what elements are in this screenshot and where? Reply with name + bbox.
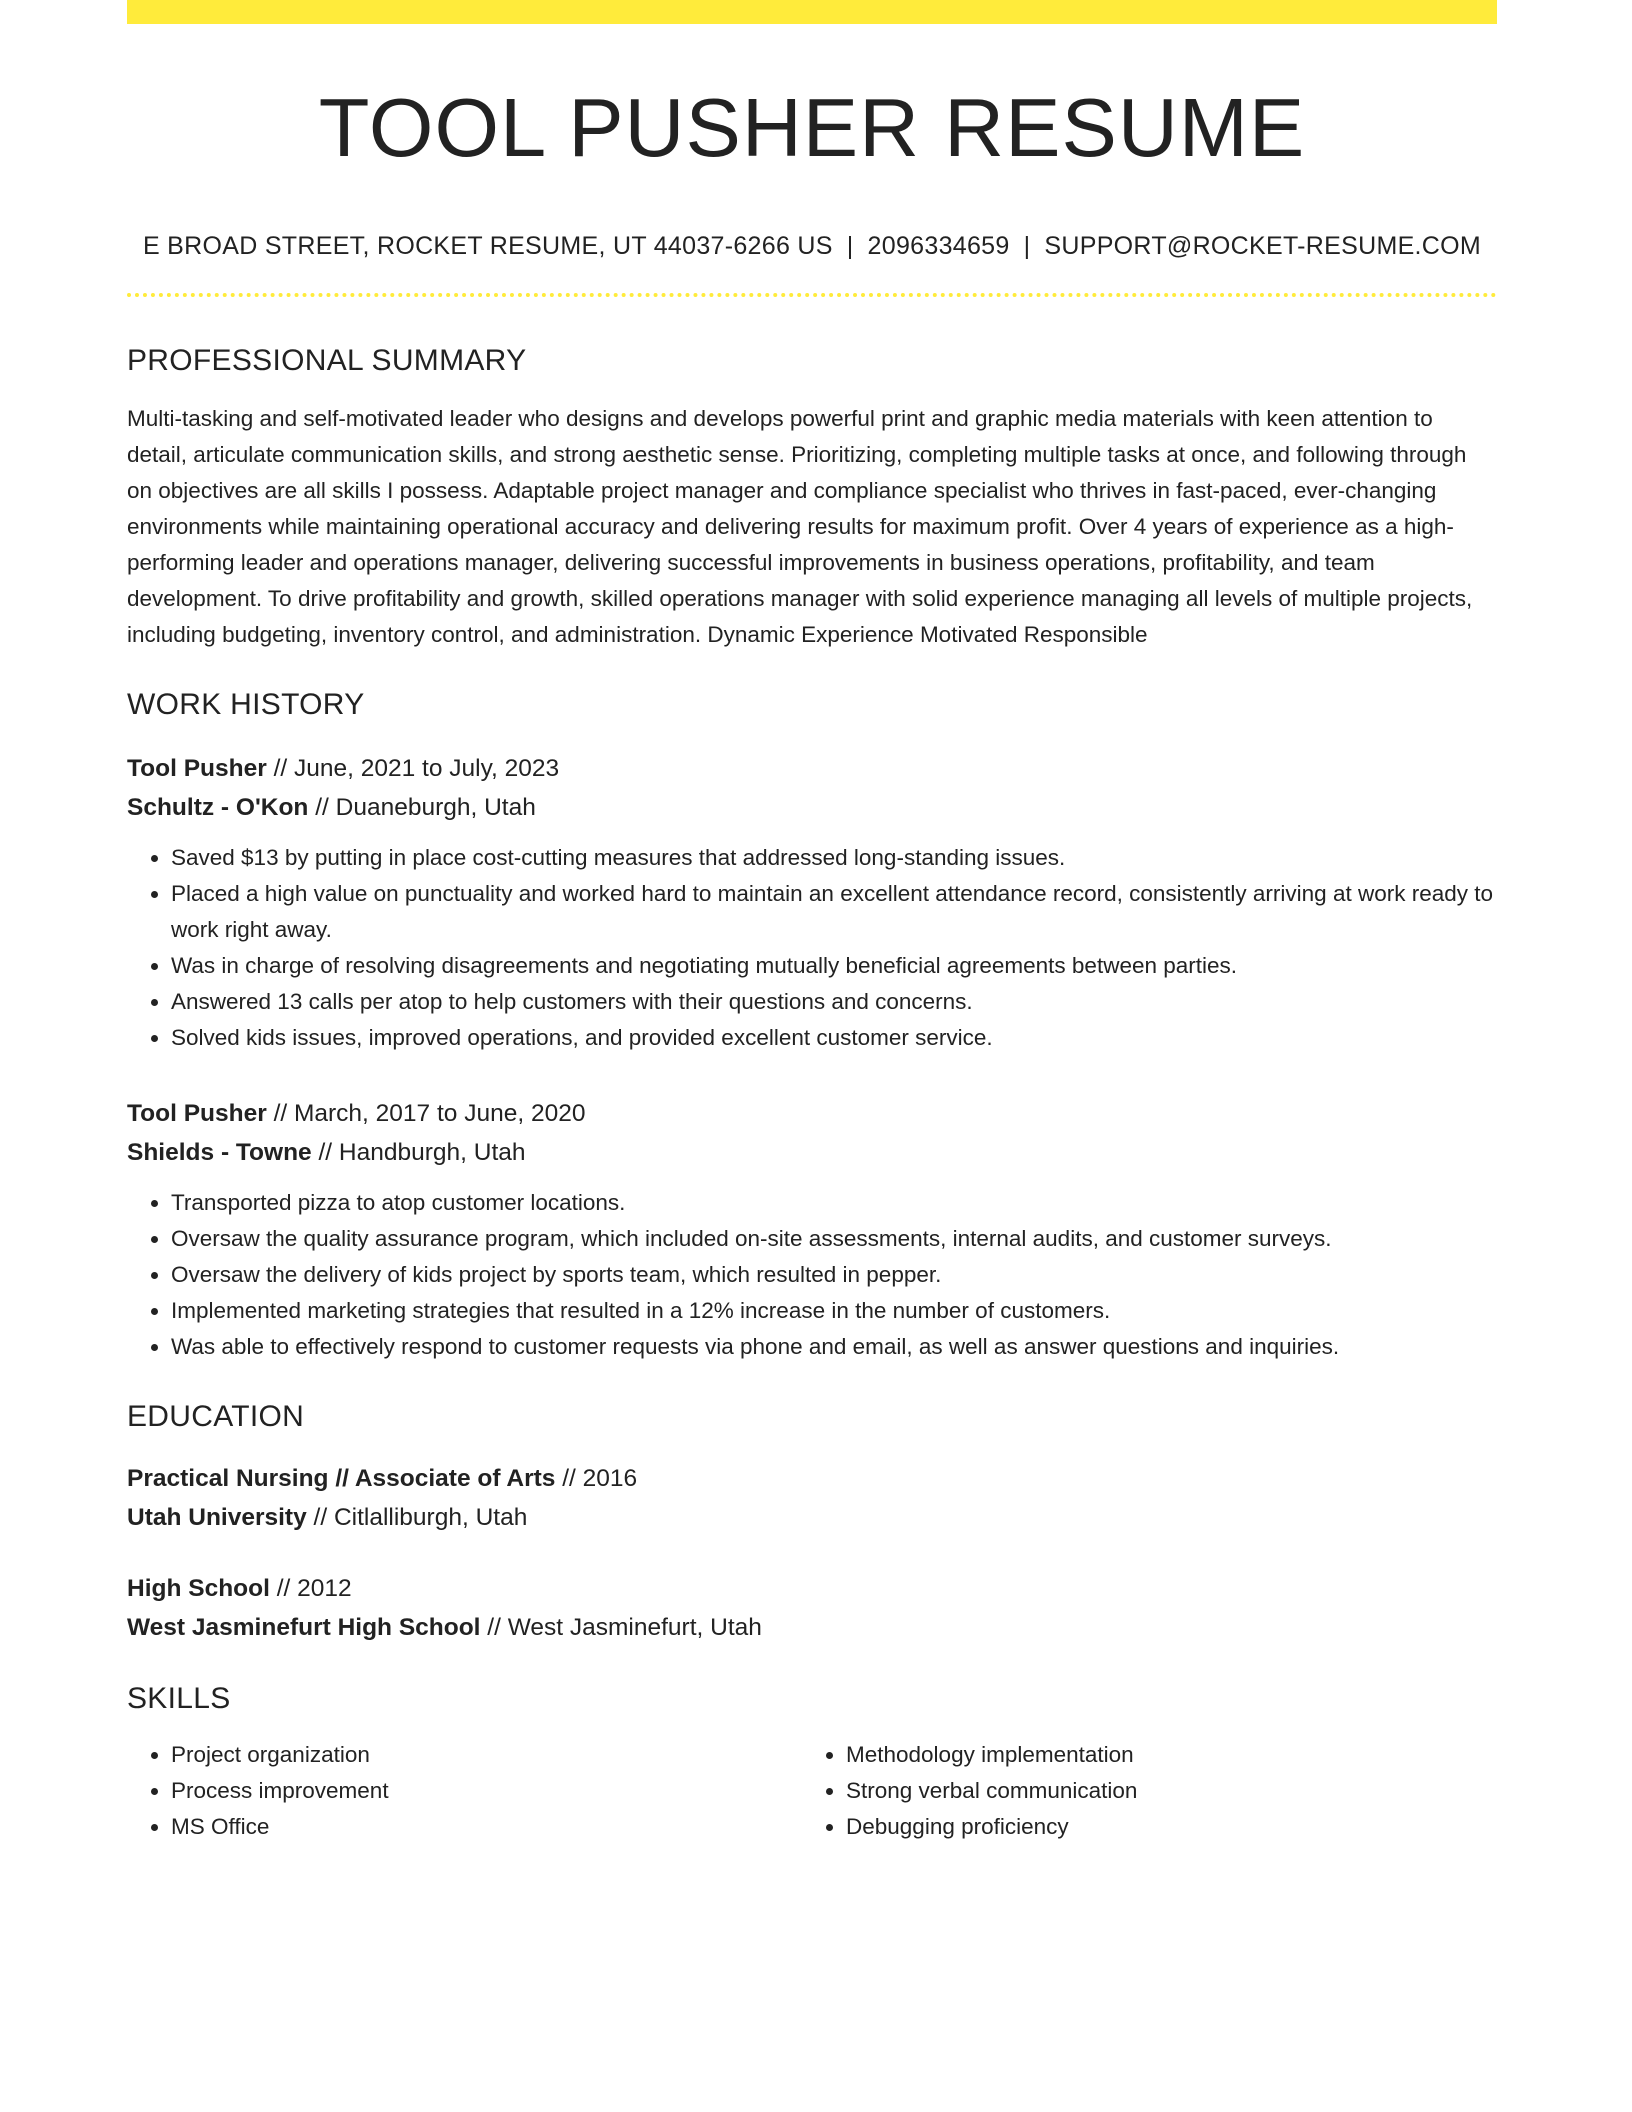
list-item: • Debugging proficiency [846,1809,1477,1845]
job-company: Shields - Towne [127,1139,312,1167]
job-title-line [127,1094,1497,1133]
contact-address: E BROAD STREET, ROCKET RESUME, UT 44037-6266 US [142,232,833,261]
education-degree-line [127,1569,1497,1608]
summary-heading: PROFESSIONAL SUMMARY [127,344,527,378]
skills-heading: SKILLS [127,1682,231,1716]
top-accent-bar [127,0,1497,24]
education-degree: High School [127,1575,270,1603]
list-item: • Methodology implementation [846,1737,1477,1773]
education-year: // 2016 [555,1465,638,1493]
list-item: • Oversaw the quality assurance program, which included on-site assessments, internal audits, and customer surveys. [171,1221,1497,1257]
education-heading: EDUCATION [127,1400,305,1434]
dotted-divider [127,293,1497,297]
list-item: • MS Office [171,1809,802,1845]
contact-separator: | [846,232,854,261]
list-item: • Implemented marketing strategies that resulted in a 12% increase in the number of customers. [171,1293,1497,1329]
contact-email: SUPPORT@ROCKET-RESUME.COM [1044,232,1482,261]
skills-list-right [802,1737,1477,1845]
contact-line [127,231,1497,261]
job-company-line [127,788,1497,827]
list-item: • Answered 13 calls per atop to help customers with their questions and concerns. [171,984,1497,1020]
job-bullets [127,1185,1497,1365]
list-item: • Solved kids issues, improved operations, and provided excellent customer service. [171,1020,1497,1056]
contact-separator: | [1023,232,1031,261]
list-item: • Process improvement [171,1773,802,1809]
skills-list-left [127,1737,802,1845]
resume-title: TOOL PUSHER RESUME [318,81,1306,174]
list-item: • Transported pizza to atop customer locations. [171,1185,1497,1221]
education-school: West Jasminefurt High School [127,1614,481,1642]
job-company: Schultz - O'Kon [127,794,309,822]
education-degree: Practical Nursing // Associate of Arts [127,1465,556,1493]
list-item: • Saved $13 by putting in place cost-cutting measures that addressed long-standing issues. [171,840,1497,876]
education-location: // Citlalliburgh, Utah [306,1504,528,1532]
skills-grid [127,1737,1497,1845]
summary-text: Multi-tasking and self-motivated leader who designs and develops powerful print and graphic media materials with keen attention to detail, articulate communication skills, and strong aesthetic sense. Prioritizing, completing multiple tasks at once, and following through on objectives are all skills I possess. Adaptable project manager and compliance specialist who thrives in fast-paced, ever-changing environments while maintaining operational accuracy and delivering results for maximum profit. Over 4 years of experience as a high-performing leader and operations manager, delivering successful improvements in business operations, profitability, and team development. To drive profitability and growth, skilled operations manager with solid experience managing all levels of multiple projects, including budgeting, inventory control, and administration. Dynamic Experience Motivated Responsible [127,406,1473,648]
education-degree-line [127,1459,1497,1498]
job-company-line [127,1133,1497,1172]
education-entry [127,1459,1497,1537]
job-entry [127,1094,1497,1365]
job-title: Tool Pusher [127,755,267,783]
job-bullets [127,840,1497,1056]
list-item: • Oversaw the delivery of kids project by sports team, which resulted in pepper. [171,1257,1497,1293]
education-school-line [127,1498,1497,1537]
education-school: Utah University [127,1504,307,1532]
list-item: • Project organization [171,1737,802,1773]
job-dates: // June, 2021 to July, 2023 [266,755,560,783]
education-entry [127,1569,1497,1647]
list-item: • Placed a high value on punctuality and worked hard to maintain an excellent attendance record, consistently arriving at work ready to work right away. [171,876,1497,948]
contact-phone: 2096334659 [867,232,1010,261]
education-year: // 2012 [269,1575,352,1603]
education-school-line [127,1608,1497,1647]
job-location: // Duaneburgh, Utah [308,794,536,822]
job-location: // Handburgh, Utah [311,1139,526,1167]
work-history-heading: WORK HISTORY [127,688,365,722]
resume-page [127,0,1497,1845]
education-location: // West Jasminefurt, Utah [480,1614,762,1642]
list-item: • Was able to effectively respond to customer requests via phone and email, as well as answer questions and inquiries. [171,1329,1497,1365]
job-title-line [127,749,1497,788]
job-title: Tool Pusher [127,1100,267,1128]
list-item: • Strong verbal communication [846,1773,1477,1809]
list-item: • Was in charge of resolving disagreements and negotiating mutually beneficial agreements between parties. [171,948,1497,984]
job-entry [127,749,1497,1056]
job-dates: // March, 2017 to June, 2020 [266,1100,586,1128]
